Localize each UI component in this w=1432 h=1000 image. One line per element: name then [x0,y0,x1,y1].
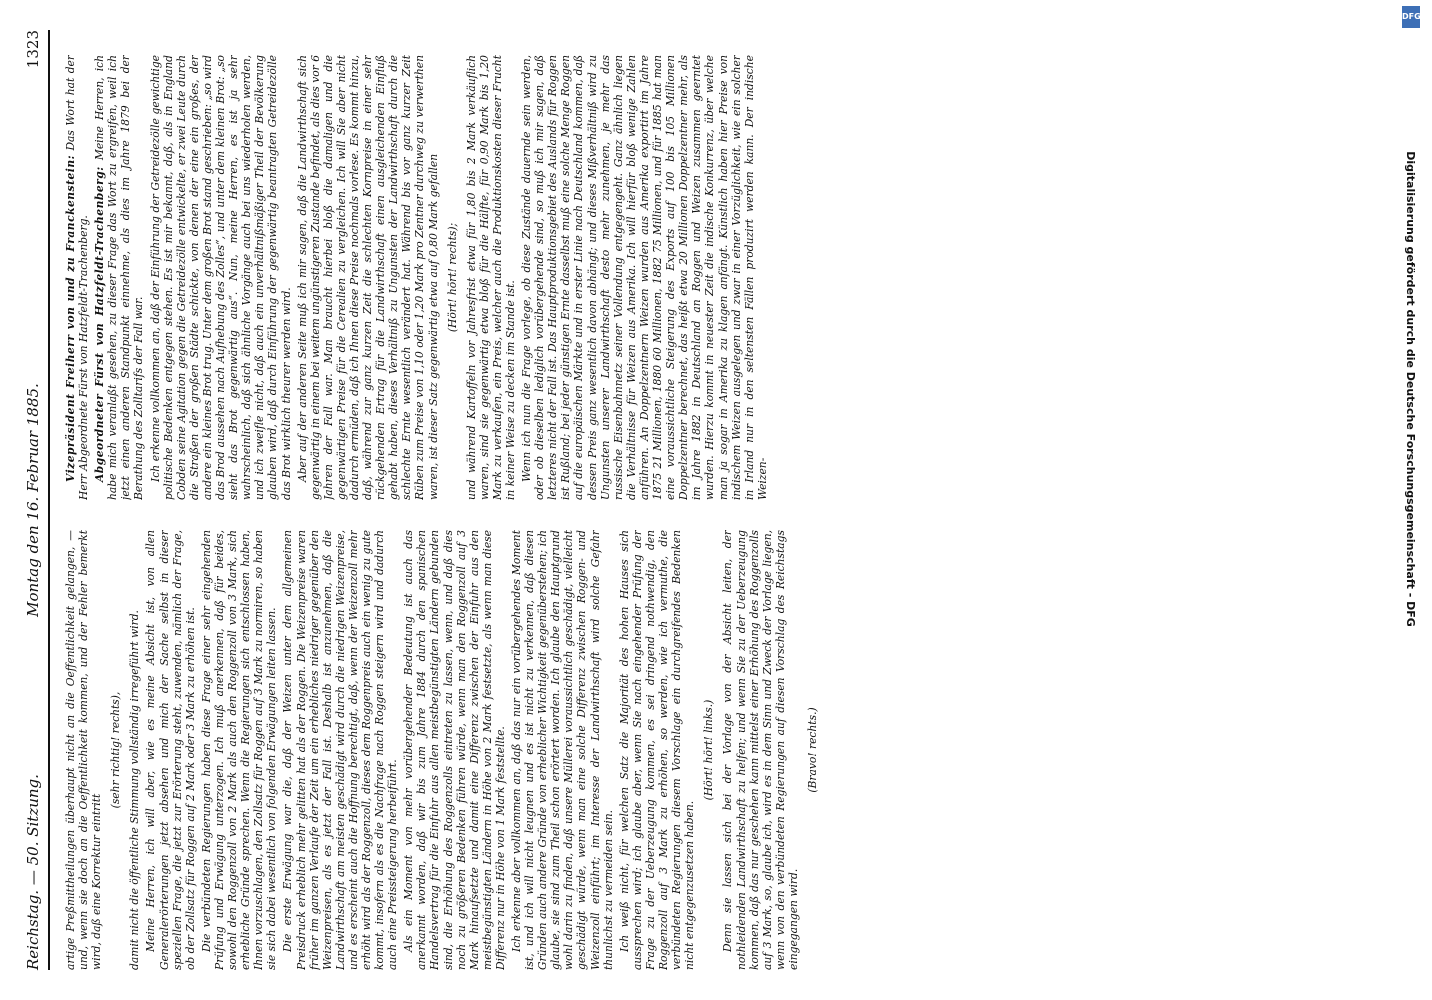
speaker-paragraph [93,55,145,500]
header-session: Reichstag. — 50. Sitzung. [24,774,42,970]
paragraph: Ich weiß nicht, für welchen Satz die Majorität des hohen Hauses sich aussprechen wird; ich glaube aber, wenn Sie nach eingehender Prüfung der Frage zu der Ueberzeugung kommen, es sei dringend nothwendig, den Roggenzoll auf 3 Mark zu erhöhen, so werden, wie ich vermuthe, die verbündeten Regierungen diesem Vorschlage ein durchgreifendes Bedenken nicht entgegenzusetzen haben. [617,530,697,970]
paragraph: Aber auf der anderen Seite muß ich mir sagen, daß die Landwirthschaft sich gegenwärtig in einem bei weitem ungünstigeren Zustande befindet, als dies vor 6 Jahren der Fall war. Man braucht hierbei bloß die damaligen und die gegenwärtigen Preise für die Cerealien zu vergleichen. Ich will Sie aber nicht dadurch ermüden, daß ich Ihnen diese Preise nochmals vorlese. Es kommt hinzu, daß, während zur ganz kurzen Zeit die schlechten Kornpreise in einer sehr rückgehenden Ertrag für die Landwirthschaft einen ausgleichenden Einfluß gehabt haben, dieses Verhältniß zu Ungunsten der Landwirthschaft durch die schlechte Ernte wesentlich verändert hat. Während bis vor ganz kurzer Zeit Rüben zum Preise von 1,10 oder 1,20 Mark pro Zentner durchweg zu verwerthen waren, ist dieser Satz gegenwärtig etwa auf 0,80 Mark gefallen [295,55,440,500]
digitization-sidebar [1398,0,1424,1000]
paragraph: Denn sie lassen sich bei der Vorlage von der Absicht leiten, der nothleidenden Landwirthschaft zu helfen; und wenn Sie zu der Ueberzeugung kommen, daß das nur geschehen kann mittelst einer Erhöhung des Roggenzolls auf 3 Mark, so, glaube ich, wird es in dem Sinn und Zweck der Vorlage liegen, wenn von den verbündeten Regierungen auf diesen Vorschlag des Reichstags eingegangen wird. [721,530,800,970]
paragraph: Ich erkenne aber vollkommen an, daß das nur ein vorübergehendes Moment ist, und ich will nicht leugnen und es ist nicht zu verkennen, daß diesen Gründen auch andere Gründe von erheblicher Wichtigkeit gegenüberstehen; ich glaube, sie sind zum Theil schon erörtert worden. Ich glaube den Hauptgrund wohl darin zu finden, daß unsere Müllerei voraussichtlich geschädigt, vielleicht geschädigt würde, wenn man eine solche Differenz zwischen Roggen- und Weizenzoll einführt; im Interesse der Landwirthschaft wird solche Gefahr thunlichst zu vermeiden sein. [510,530,615,970]
paragraph: Ich erkenne vollkommen an, daß der Einführung der Getreidezölle gewichtige politische Bedenken entgegen stehen. Es ist mir bekannt, daß, als in England Cobden seine Agitation gegen die Getreidezölle entwickelte, er zwei Leute durch die Straßen der großen Städte schickte, von denen der eine ein großes, der andere ein kleines Brot trug. Unter dem großen Brot stand geschrieben: „so wird das Brod aussehen nach Aufhebung des Zolles“, und unter dem kleinen Brot: „so sieht das Brot gegenwärtig aus“. Nun, meine Herren, es ist ja sehr wahrscheinlich, daß sich ähnliche Vorgänge auch bei uns wiederholen werden, und ich zweifle nicht, daß auch ein unverhältnißmäßiger Theil der Bevölkerung glauben wird, daß durch Einführung der gegenwärtig beantragten Getreidezölle das Brot wirklich theurer werden wird. [148,55,293,500]
dfg-logo: DFG [1402,6,1420,28]
speaker-paragraph [64,55,90,500]
left-column [64,530,1412,970]
speech-text: Meine Herren, ich habe mich veranlaßt gesehen, zu dieser Frage das Wort zu ergreifen, weil ich jetzt einen anderen Standpunkt einnehme, als dies im Jahre 1879 bei der Berathung des Zolltarifs der Fall war. [93,55,146,500]
speech-text: Das Wort hat der Herr Abgeordnete Fürst von Hatzfeldt-Trachenberg. [64,55,91,500]
interjection: (Bravo! rechts.) [805,707,819,793]
paragraph: artige Preßmittheilungen überhaupt nicht an die Oeffentlichkeit gelangen, — und, wenn sie doch an die Oeffentlichkeit kommen, und der Fehler bemerkt wird, daß eine Korrektur eintritt [64,530,104,970]
header-date: Montag den 16. Februar 1885. [24,383,42,617]
digitization-credit: Digitalisierung gefördert durch die Deutsche Forschungsgemeinschaft - DFG [1404,151,1417,627]
paragraph: und während Kartoffeln vor Jahresfrist etwa für 1,80 bis 2 Mark verkäuflich waren, sind sie gegenwärtig etwa bloß für die Hälfte, für 0,90 Mark bis 1,20 Mark zu verkaufen, ein Preis, welcher auch die Produktionskosten dieser Frucht in keiner Weise zu decken im Stande ist. [464,55,517,500]
paragraph: Wenn ich nun die Frage vorlege, ob diese Zustände dauernde sein werden, oder ob dieselben lediglich vorübergehende sind, so muß ich mir sagen, daß letzteres nicht der Fall ist. Das Hauptproduktionsgebiet des Auslands für Roggen ist Rußland; bei jeder günstigen Ernte dasselbst muß eine solche Menge Roggen auf die europäischen Märkte und in erster Linie nach Deutschland kommen, daß dessen Preis ganz wesentlich davon abhängt; und dieses Mißverhältniß wird zu Ungunsten unserer Landwirthschaft desto mehr zunehmen, je mehr das russische Eisenbahnnetz seiner Vollendung entgegengeht. Ganz ähnlich liegen die Verhältnisse für Weizen aus Amerika. Ich will hierfür bloß wenige Zahlen anführen. An Doppelzentnern Weizen wurden aus Amerika exportirt im Jahre 1875 21 Millionen, 1880 60 Millionen, 1882 75 Millionen, und für 1885 hat man eine voraussichtliche Steigerung des Exports auf 100 bis 105 Millionen Doppelzentner berechnet, das heißt etwa 20 Millionen Doppelzentner mehr, als im Jahre 1882 in Deutschland an Roggen und Weizen zusammen geerntet wurden. Hierzu kommt in neuester Zeit die indische Konkurrenz, über welche man ja sogar in Amerika zu klagen anfängt. Künstlich haben hier Preise von indischem Weizen ausgelegen und zwar in einer Vorzüglichkeit, wie ein solcher in Irland nur in den seltensten Fällen produzirt werden kann. Der indische Weizen- [520,55,769,500]
speaker-name: Abgeordneter Fürst von Hatzfeldt-Trachenberg: [93,166,107,482]
interjection: (Hört! hört! links.) [702,699,716,801]
paragraph: Die verbündeten Regierungen haben diese Frage einer sehr eingehenden Prüfung und Erwägung unterzogen. Ich muß anerkennen, daß für beides, sowohl den Roggenzoll von 2 Mark als auch den Roggenzoll von 3 Mark, sich erhebliche Gründe sprechen. Wenn die Regierungen sich entschlossen haben, Ihnen vorzuschlagen, den Zollsatz für Roggen auf 3 Mark zu normiren, so haben sie sich dabei wesentlich von folgenden Erwägungen leiten lassen. [199,530,279,970]
speaker-name: Vizepräsident Freiherr von und zu Franckenstein: [64,154,77,482]
page-number: 1323 [24,30,42,69]
interjection: (sehr richtig! rechts), [109,691,123,809]
paragraph: Meine Herren, ich will aber, wie es meine Absicht ist, von allen Generalerörterungen jetzt absehen und mich der Sache selbst in dieser speziellen Frage, die jetzt zur Erörterung steht, zuwenden, nämlich der Frage, ob der Zollsatz für Roggen auf 2 Mark oder 3 Mark zu erhöhen ist. [144,530,197,970]
paragraph: Die erste Erwägung war die, daß der Weizen unter dem allgemeinen Preisdruck erheblich mehr gelitten hat als der Roggen. Die Weizenpreise waren früher im ganzen Verlaufe der Zeit um ein erhebliches niedriger gegenüber den Weizenpreisen, als es jetzt der Fall ist. Deshalb ist anzunehmen, daß die Landwirthschaft am meisten geschädigt wird durch die niedrigen Weizenpreise, und es erscheint auch die Hoffnung berechtigt, daß, wenn der Weizenzoll mehr erhöht wird als der Roggenzoll, dieses dem Roggenpreis auch ein wenig zu gute kommt, insofern als es die Nachfrage nach Roggen steigern wird und dadurch auch eine Preissteigerung herbeiführt. [281,530,400,970]
paragraph: Als ein Moment von mehr vorübergehender Bedeutung ist auch das anerkannt worden, daß wir bis zum Jahre 1884 durch den spanischen Handelsvertrag für die Einfuhr aus allen meistbegünstigten Ländern gebunden sind, die Erhöhung des Roggenzolls eintreten zu lassen, wenn, und daß dies noch zu größeren Bedenken führen würde, wenn man den Roggenzoll auf 3 Mark hinaufsetzte und damit eine Differenz zwischen der Einfuhr aus den meistbegünstigten Ländern in Höhe von 2 Mark festsetzte, als wenn man diese Differenz nur in Höhe von 1 Mark feststellte. [402,530,507,970]
right-column [64,55,1412,500]
page-header [22,30,50,970]
interjection: (Hört! hört! rechts); [445,222,459,333]
paragraph: damit nicht die öffentliche Stimmung vollständig irregeführt wird. [128,610,142,970]
